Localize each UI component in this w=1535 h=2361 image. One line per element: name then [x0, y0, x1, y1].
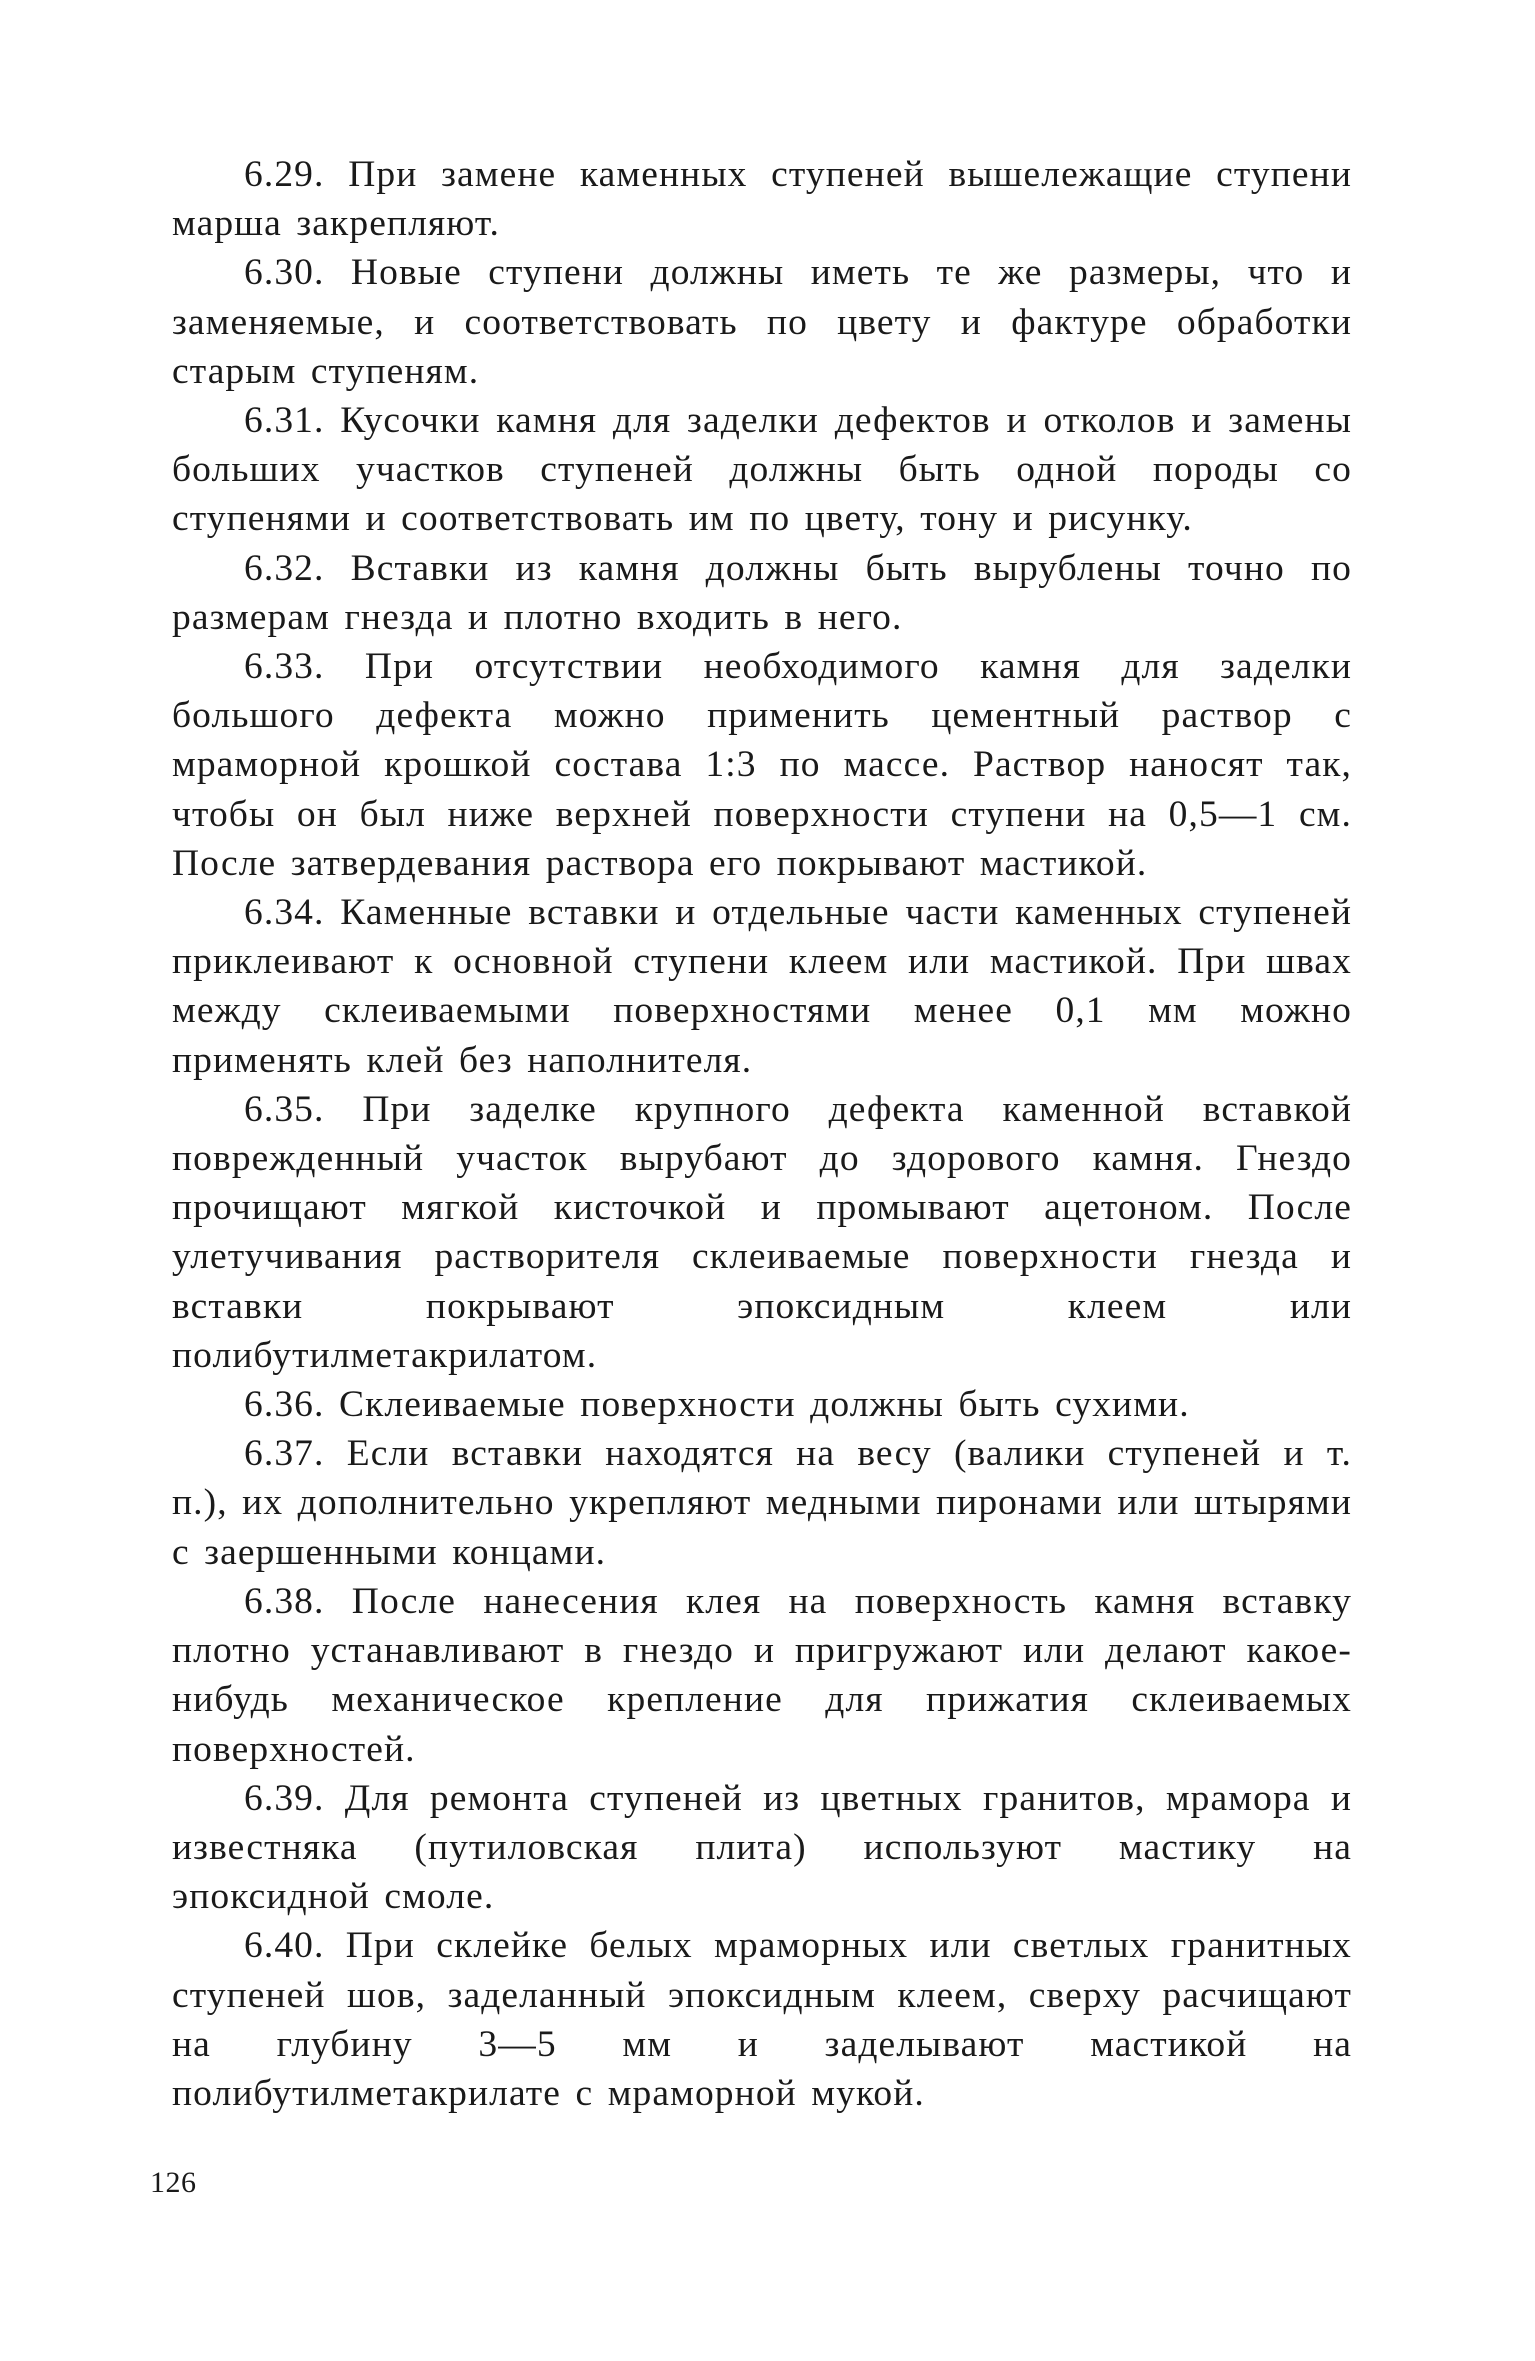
paragraph-6-40: 6.40. При склейке белых мраморных или светлых гранитных ступеней шов, заделанный эпоксидным клеем, сверху расчищают на глубину 3—5 мм и заделывают мастикой на полибутилметакрилате с мраморной мукой.: [172, 1925, 1352, 2114]
paragraph-6-29: 6.29. При замене каменных ступеней вышележащие ступени марша закрепляют.: [172, 154, 1352, 245]
paragraph-6-30: 6.30. Новые ступени должны иметь те же размеры, что и заменяемые, и соответствовать по цвету и фактуре обработки старым ступеням.: [172, 252, 1352, 392]
paragraph-6-38: 6.38. После нанесения клея на поверхность камня вставку плотно устанавливают в гнездо и пригружают или делают какое-нибудь механическое крепление для прижатия склеиваемых поверхностей.: [172, 1580, 1352, 1770]
paragraph-6-32: 6.32. Вставки из камня должны быть вырублены точно по размерам гнезда и плотно входить в него.: [172, 547, 1352, 638]
page-number: 126: [150, 2166, 197, 2199]
paragraph-6-35: 6.35. При заделке крупного дефекта каменной вставкой поврежденный участок вырубают до здорового камня. Гнездо прочищают мягкой кисточкой и промывают ацетоном. После улетучивания растворителя склеиваемые поверхности гнезда и вставки покрывают эпоксидным клеем или полибутилметакрилатом.: [172, 1088, 1352, 1376]
paragraph-6-37: 6.37. Если вставки находятся на весу (валики ступеней и т. п.), их дополнительно укрепляют медными пиронами или штырями с заершенными концами.: [172, 1433, 1352, 1573]
paragraph-6-33: 6.33. При отсутствии необходимого камня для заделки большого дефекта можно применить цементный раствор с мраморной крошкой состава 1:3 по массе. Раствор наносят так, чтобы он был ниже верхней поверхности ступени на 0,5—1 см. После затвердевания раствора его покрывают мастикой.: [172, 646, 1352, 884]
paragraph-6-39: 6.39. Для ремонта ступеней из цветных гранитов, мрамора и известняка (путиловская плита) используют мастику на эпоксидной смоле.: [172, 1777, 1352, 1918]
paragraph-6-31: 6.31. Кусочки камня для заделки дефектов и отколов и замены больших участков ступеней должны быть одной породы со ступенями и соответствовать им по цвету, тону и рисунку.: [172, 400, 1352, 540]
body-text: [172, 150, 1352, 2118]
paragraph-6-36: 6.36. Склеиваемые поверхности должны быть сухими.: [244, 1384, 1190, 1426]
paragraph-6-34: 6.34. Каменные вставки и отдельные части каменных ступеней приклеивают к основной ступени клеем или мастикой. При швах между склеиваемыми поверхностями менее 0,1 мм можно применять клей без наполнителя.: [172, 892, 1352, 1081]
